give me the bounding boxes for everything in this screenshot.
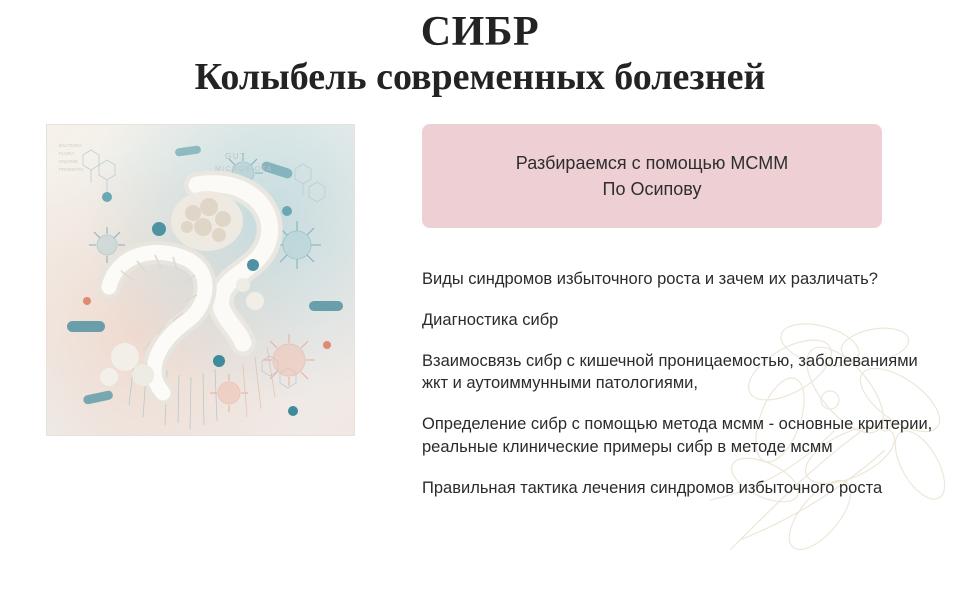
svg-text:GUT: GUT <box>224 151 247 161</box>
svg-text:PROBIOTIC: PROBIOTIC <box>58 166 84 172</box>
svg-text:BACTERIA: BACTERIA <box>58 142 82 148</box>
list-item: Определение сибр с помощью метода мсмм - основные критерии, реальные клинические примеры сибр в методе мсмм <box>422 415 933 456</box>
svg-text:MICROBIOTA: MICROBIOTA <box>214 165 273 173</box>
callout-box <box>422 124 882 228</box>
svg-text:ENZYME: ENZYME <box>58 158 78 164</box>
text-column <box>400 124 960 500</box>
illustration-column <box>0 124 400 436</box>
list-item: Диагностика сибр <box>422 310 559 329</box>
callout-line-1: Разбираемся с помощью МСММ <box>515 152 789 173</box>
slide-content <box>0 100 960 500</box>
title-secondary: Колыбель современных болезней <box>194 56 766 99</box>
gut-microbiota-illustration <box>46 124 355 436</box>
list-item: Виды синдромов избыточного роста и зачем их различать? <box>422 269 878 288</box>
page-title <box>0 0 960 100</box>
list-item: Взаимосвязь сибр с кишечной проницаемостью, заболеваниями жкт и аутоиммунными патологиями, <box>422 351 918 393</box>
title-primary: СИБР <box>420 9 540 55</box>
topic-list <box>422 268 944 499</box>
list-item: Правильная тактика лечения синдромов избыточного роста <box>422 478 883 497</box>
callout-line-2: По Осипову <box>602 178 702 199</box>
svg-text:FLORA: FLORA <box>58 150 74 156</box>
